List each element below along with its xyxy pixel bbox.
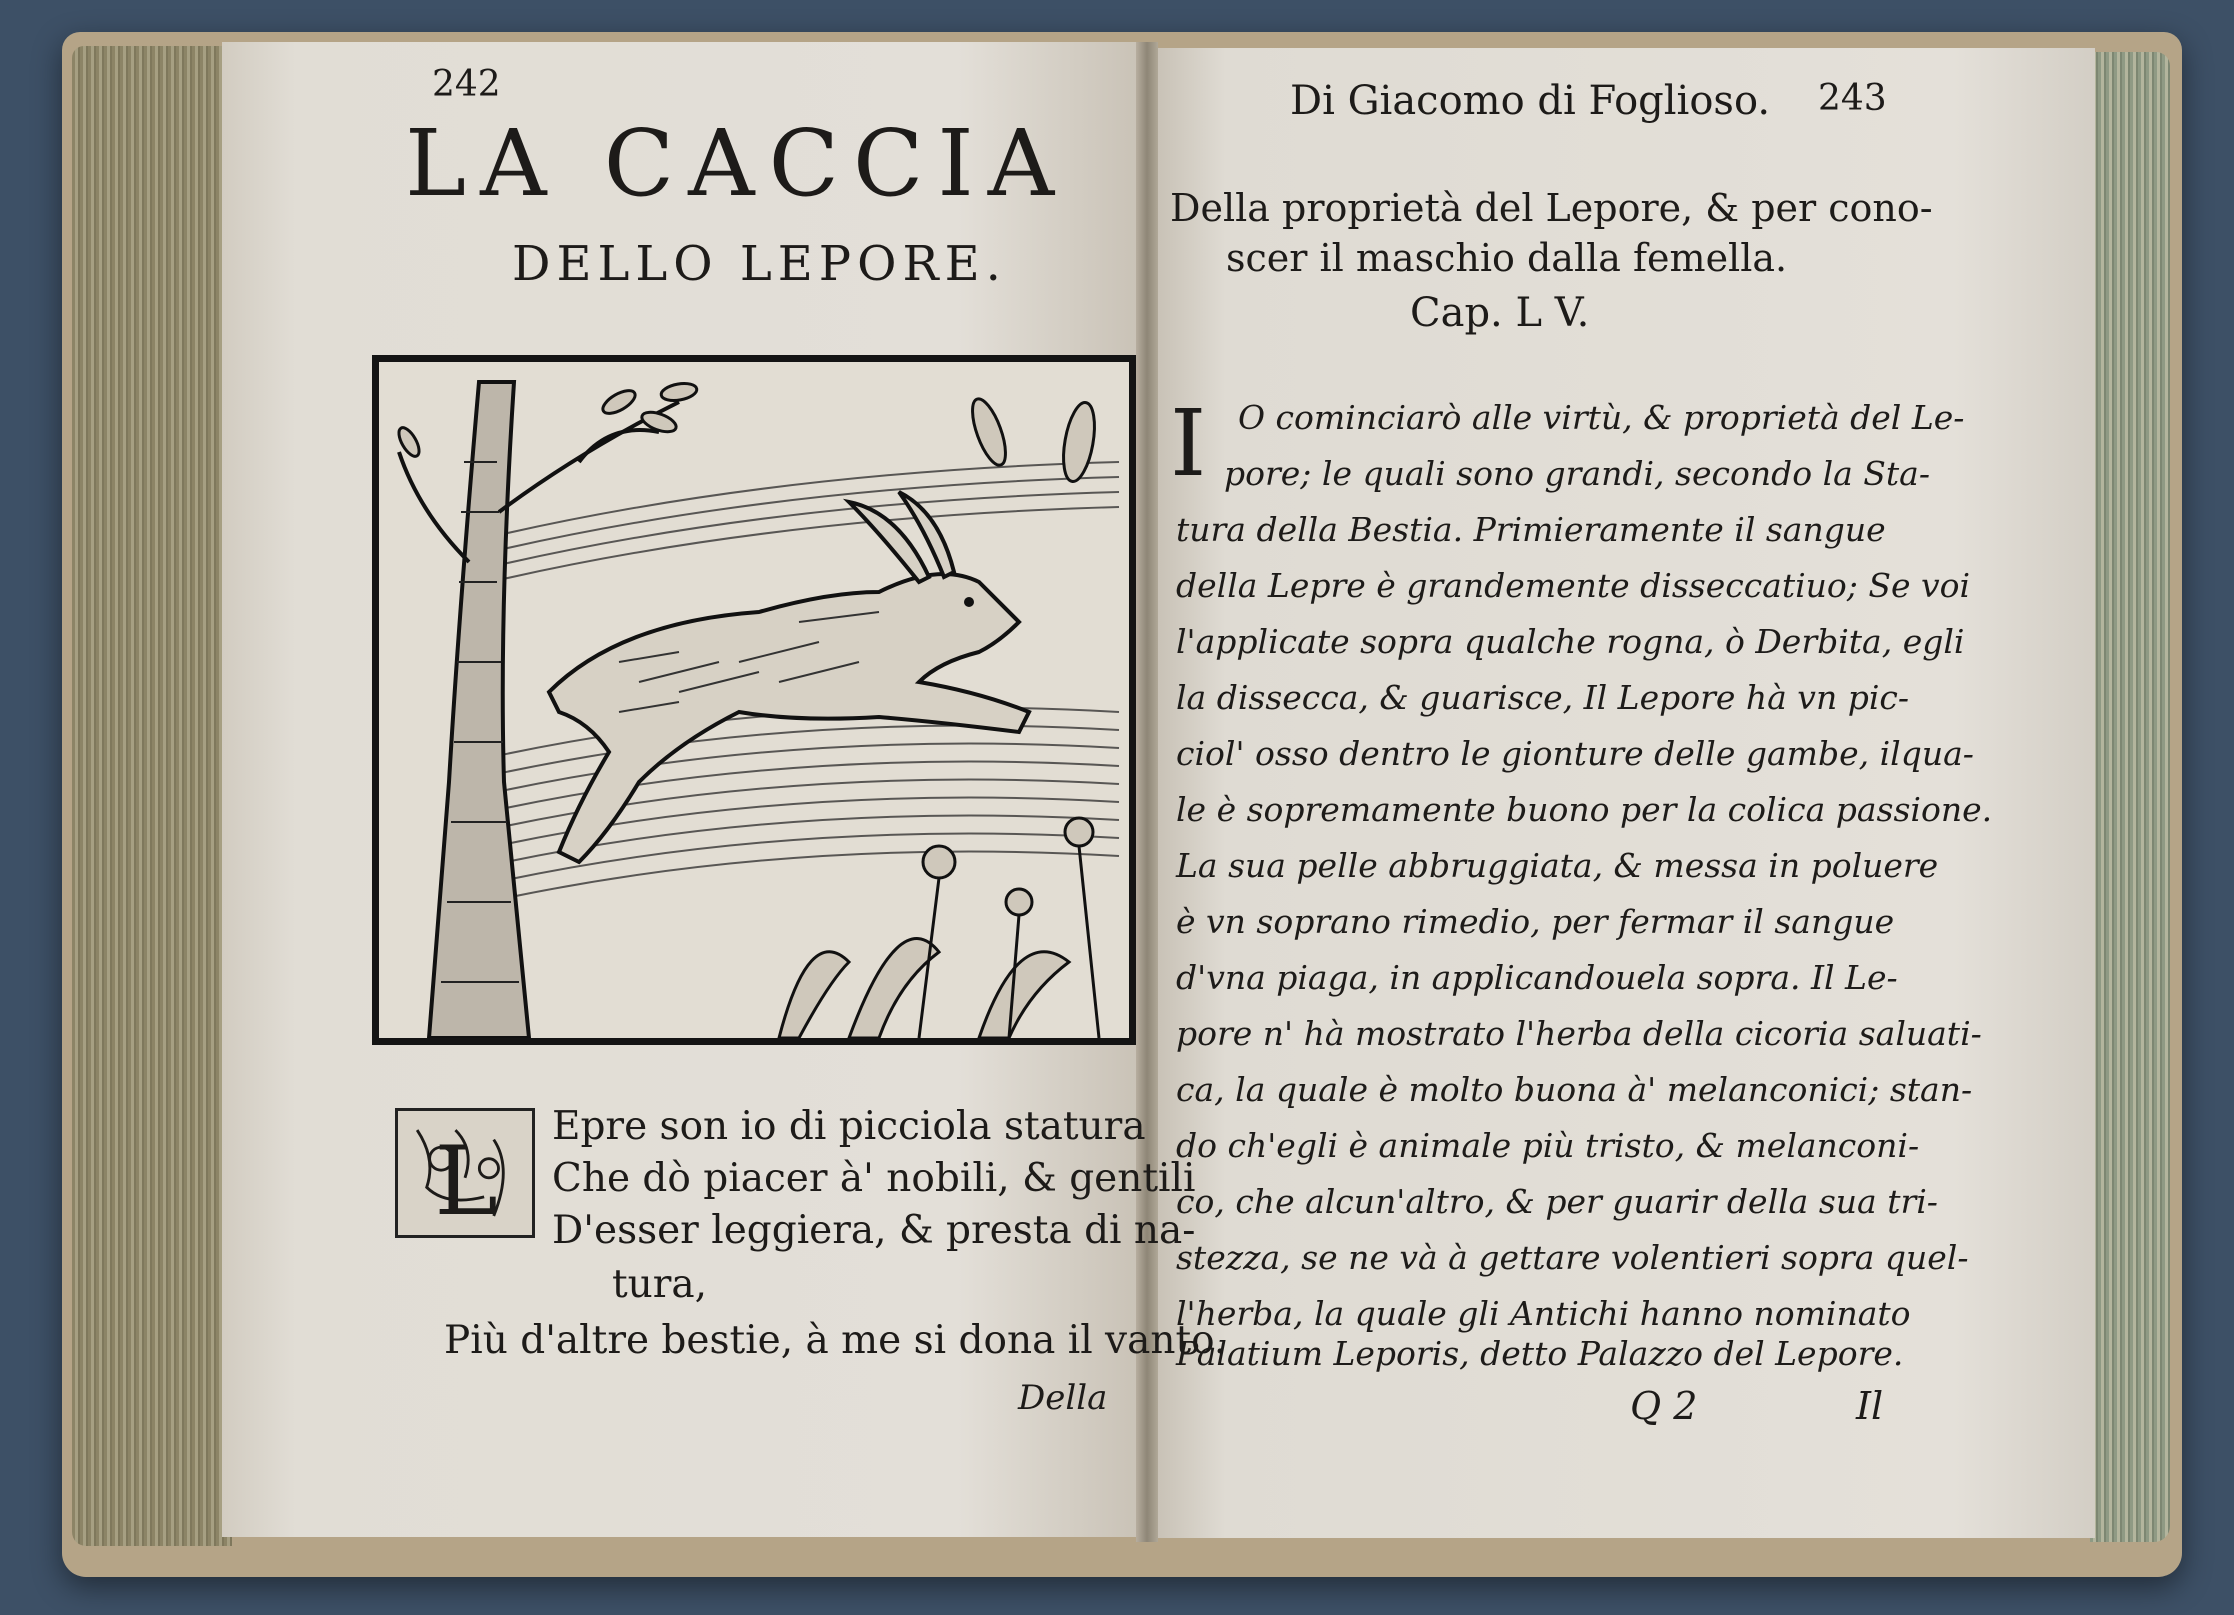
hare-woodcut-illustration	[372, 355, 1136, 1045]
body-initial: I	[1170, 390, 1207, 497]
right-page-number: 243	[1818, 78, 1887, 119]
poem-line: Che dò piacer à' nobili, & gentili	[552, 1156, 1196, 1201]
page-title: LA CACCIA	[405, 110, 1069, 217]
body-line: le è sopremamente buono per la colica passione.	[1176, 790, 1993, 829]
body-line: d'vna piaga, in applicandouela sopra. Il Le-	[1176, 958, 1898, 997]
page-edges-right	[2090, 52, 2170, 1542]
body-line: stezza, se ne và à gettare volentieri sopra quel-	[1176, 1238, 1969, 1277]
body-line: l'herba, la quale gli Antichi hanno nominato	[1176, 1294, 1911, 1333]
left-page-number: 242	[432, 64, 501, 105]
body-line: co, che alcun'altro, & per guarir della sua tri-	[1176, 1182, 1938, 1221]
chapter-number: Cap. L V.	[1410, 290, 1590, 336]
body-line: è vn soprano rimedio, per fermar il sangue	[1176, 902, 1895, 941]
page-edges-left	[72, 46, 232, 1546]
chapter-heading-line: Della proprietà del Lepore, & per cono-	[1170, 186, 1933, 230]
body-line: La sua pelle abbruggiata, & messa in poluere	[1176, 846, 1939, 885]
poem-line: D'esser leggiera, & presta di na-	[552, 1208, 1196, 1253]
body-line: la dissecca, & guarisce, Il Lepore hà vn pic-	[1176, 678, 1910, 717]
decorated-initial	[395, 1108, 535, 1238]
poem-line: tura,	[612, 1262, 708, 1307]
poem-line: Più d'altre bestie, à me si dona il vanto.	[444, 1318, 1227, 1363]
body-line: l'applicate sopra qualche rogna, ò Derbita, egli	[1176, 622, 1965, 661]
running-head: Di Giacomo di Foglioso.	[1290, 78, 1771, 124]
body-line: pore; le quali sono grandi, secondo la Sta-	[1224, 454, 1930, 493]
body-line: ca, la quale è molto buona à' melanconici; stan-	[1176, 1070, 1973, 1109]
body-line: pore n' hà mostrato l'herba della cicoria saluati-	[1176, 1014, 1982, 1053]
body-line: do ch'egli è animale più tristo, & melanconi-	[1176, 1126, 1920, 1165]
body-line: ciol' osso dentro le gionture delle gambe, ilqua-	[1176, 734, 1974, 773]
body-line: Palatium Leporis, detto Palazzo del Lepore.	[1176, 1334, 1904, 1373]
initial-letter: L	[434, 1125, 498, 1235]
page-subtitle: DELLO LEPORE.	[512, 236, 1007, 292]
signature-mark: Q 2	[1630, 1384, 1698, 1428]
body-line: della Lepre è grandemente disseccatiuo; Se voi	[1176, 566, 1971, 605]
body-line: O cominciarò alle virtù, & proprietà del Le-	[1238, 398, 1965, 437]
left-catchword: Della	[1018, 1378, 1108, 1418]
book-gutter	[1136, 42, 1158, 1542]
body-line: tura della Bestia. Primieramente il sangue	[1176, 510, 1886, 549]
poem-line: Epre son io di picciola statura	[552, 1104, 1146, 1149]
right-catchword: Il	[1856, 1384, 1884, 1428]
chapter-heading-line: scer il maschio dalla femella.	[1226, 236, 1788, 280]
